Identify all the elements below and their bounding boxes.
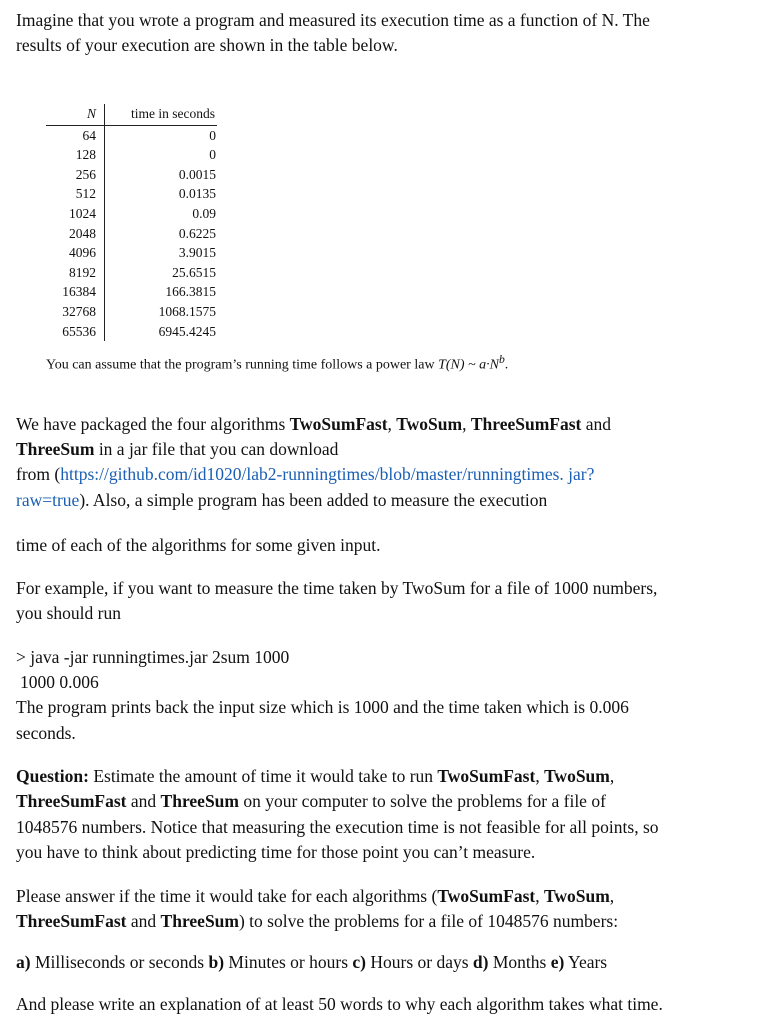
table-row [46, 165, 217, 185]
example-line-3: The program prints back the input size which is 1000 and the time taken which is 0.006 [16, 697, 629, 717]
cell-time: 166.3815 [165, 284, 216, 300]
power-law-formula: T(N) ~ a·N [438, 357, 499, 373]
table-row [46, 263, 217, 283]
question-line-2: ThreeSumFast and ThreeSum on your computer to solve the problems for a file of [16, 791, 606, 811]
cell-time: 0.0135 [178, 186, 216, 202]
question-line-1: Question: Estimate the amount of time it would take to run TwoSumFast, TwoSum, [16, 766, 615, 786]
cell-time: 25.6515 [172, 264, 216, 280]
cell-n: 256 [46, 165, 105, 185]
cell-time: 0 [209, 127, 216, 143]
algo-twosum: TwoSum [396, 414, 463, 434]
power-law-note: You can assume that the program’s running time follows a power law T(N) ~ $a\cdot N^b$. [46, 353, 509, 373]
cell-n: 32768 [46, 302, 105, 322]
table-row [46, 184, 217, 204]
timing-table [46, 104, 217, 341]
question-label: Question: [16, 766, 89, 786]
table-row [46, 302, 217, 322]
cell-n: 8192 [46, 263, 105, 283]
cell-n: 1024 [46, 204, 105, 224]
cell-time: 3.9015 [178, 245, 216, 261]
closing-line: And please write an explanation of at least 50 words to why each algorithm takes what time. [16, 994, 663, 1014]
cell-time: 0 [209, 147, 216, 163]
example-line-4: seconds. [16, 723, 76, 743]
download-link[interactable]: https://github.com/id1020/lab2-runningtimes/blob/master/runningtimes. jar? [60, 464, 595, 484]
cell-n: 64 [46, 125, 105, 145]
cell-time: 6945.4245 [158, 323, 216, 339]
table-row [46, 125, 217, 145]
intro-line-1: Imagine that you wrote a program and measured its execution time as a function of N. The [16, 10, 650, 30]
example-line-2: you should run [16, 603, 121, 623]
table-row [46, 322, 217, 342]
option-d-label: d) [472, 952, 489, 972]
packaged-line-2: ThreeSum in a jar file that you can download [16, 439, 339, 459]
cell-n: 16384 [46, 282, 105, 302]
table-header-row [46, 104, 217, 125]
example-command: > java -jar runningtimes.jar 2sum 1000 [16, 647, 290, 667]
table-row [46, 224, 217, 244]
option-b-label: b) [208, 952, 225, 972]
table-row [46, 243, 217, 263]
cell-time: 0.6225 [178, 225, 216, 241]
cell-n: 4096 [46, 243, 105, 263]
example-output: 1000 0.006 [20, 672, 99, 692]
algo-threesum: ThreeSum [16, 439, 95, 459]
table-row [46, 145, 217, 165]
packaged-line-1: We have packaged the four algorithms TwoSumFast, TwoSum, ThreeSumFast and [16, 414, 612, 434]
table-row [46, 204, 217, 224]
table-row [46, 282, 217, 302]
cell-time: 0.09 [192, 205, 216, 221]
cell-time: 1068.1575 [158, 303, 216, 319]
answer-request-line-2: ThreeSumFast and ThreeSum) to solve the problems for a file of 1048576 numbers: [16, 911, 619, 931]
answer-options: a) Milliseconds or seconds b) Minutes or hours c) Hours or days d) Months e) Years [16, 952, 608, 972]
download-link-query[interactable]: raw=true [16, 490, 80, 510]
question-line-3: 1048576 numbers. Notice that measuring the execution time is not feasible for all points, so [16, 817, 659, 837]
packaged-line-3: from (https://github.com/id1020/lab2-runningtimes/blob/master/runningtimes. jar? [16, 464, 595, 484]
question-line-4: you have to think about predicting time for those point you can’t measure. [16, 842, 536, 862]
cell-n: 512 [46, 184, 105, 204]
answer-request-line-1: Please answer if the time it would take for each algorithms (TwoSumFast, TwoSum, [16, 886, 615, 906]
packaged-line-5: time of each of the algorithms for some given input. [16, 535, 381, 555]
option-c-label: c) [352, 952, 366, 972]
option-e-label: e) [550, 952, 565, 972]
algo-threesumfast: ThreeSumFast [470, 414, 582, 434]
algo-twosumfast: TwoSumFast [289, 414, 388, 434]
intro-line-2: results of your execution are shown in the table below. [16, 35, 398, 55]
header-time: time in seconds [105, 104, 218, 125]
example-line-1: For example, if you want to measure the time taken by TwoSum for a file of 1000 numbers, [16, 578, 658, 598]
cell-n: 2048 [46, 224, 105, 244]
option-a-label: a) [16, 952, 31, 972]
packaged-line-4: raw=true). Also, a simple program has been added to measure the execution [16, 490, 548, 510]
cell-n: 65536 [46, 322, 105, 342]
cell-n: 128 [46, 145, 105, 165]
header-n: N [46, 104, 105, 125]
cell-time: 0.0015 [178, 166, 216, 182]
